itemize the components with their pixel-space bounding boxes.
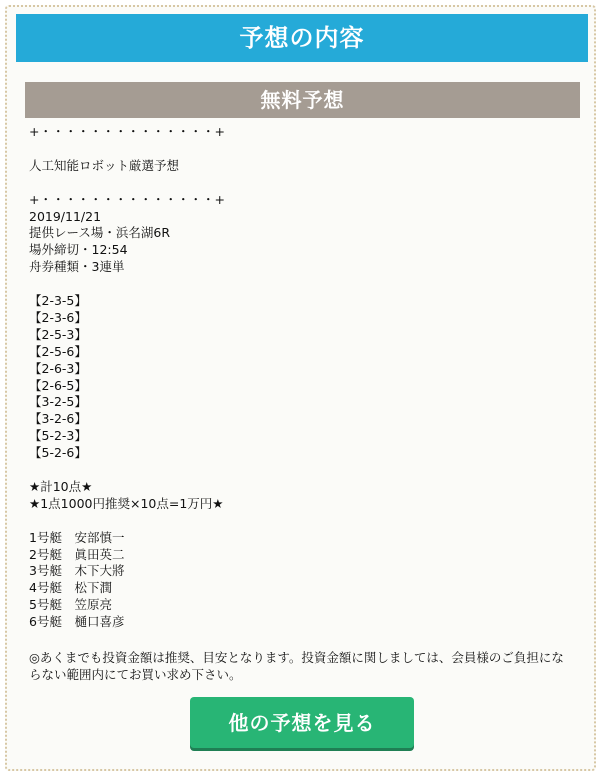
section-title: 無料予想 xyxy=(260,88,345,112)
blank-line xyxy=(29,276,574,293)
prediction-content xyxy=(29,124,574,683)
divider-middle: +・・・・・・・・・・・・・・+ xyxy=(29,191,225,207)
race-date: 2019/11/21 xyxy=(29,208,102,224)
more-predictions-label: 他の予想を見る xyxy=(228,710,376,735)
boat-racer-item: 5号艇 笠原亮 xyxy=(29,597,112,613)
ticket-type: 舟券種類・3連単 xyxy=(29,259,125,275)
more-predictions-button[interactable] xyxy=(190,697,414,748)
investment-note: ◎あくまでも投資金額は推奨、目安となります。投資金額に関しましては、会員様のご負担にならない範囲内にてお買い求め下さい。 xyxy=(29,650,564,682)
boat-racer-item: 4号艇 松下潤 xyxy=(29,580,112,596)
combination-item: 【2-5-3】 xyxy=(29,326,87,342)
combination-item: 【5-2-3】 xyxy=(29,428,87,444)
combination-item: 【2-3-6】 xyxy=(29,309,87,325)
combination-item: 【3-2-6】 xyxy=(29,411,87,427)
race-venue: 提供レース場・浜名湖6R xyxy=(29,225,171,241)
deadline-time: 場外締切・12:54 xyxy=(29,242,128,258)
page-title: 予想の内容 xyxy=(239,24,365,52)
combination-item: 【2-6-5】 xyxy=(29,377,87,393)
combination-item: 【5-2-6】 xyxy=(29,445,87,461)
boat-racer-item: 3号艇 木下大將 xyxy=(29,563,125,579)
blank-line xyxy=(29,141,574,158)
blank-line xyxy=(29,175,574,192)
combination-item: 【2-3-5】 xyxy=(29,293,87,309)
boat-racer-item: 1号艇 安部慎一 xyxy=(29,529,125,545)
stake-recommendation: ★1点1000円推奨×10点=1万円★ xyxy=(29,495,224,511)
boat-racer-item: 6号艇 樋口喜彦 xyxy=(29,614,125,630)
total-points: ★計10点★ xyxy=(29,478,93,494)
combination-item: 【2-5-6】 xyxy=(29,343,87,359)
prediction-heading: 人工知能ロボット厳選予想 xyxy=(29,157,180,173)
blank-line xyxy=(29,631,574,648)
combination-item: 【3-2-5】 xyxy=(29,394,87,410)
blank-line xyxy=(29,462,574,479)
blank-line xyxy=(29,513,574,530)
section-header xyxy=(25,82,580,118)
page-header xyxy=(16,14,588,62)
boat-racer-item: 2号艇 眞田英二 xyxy=(29,546,125,562)
combination-item: 【2-6-3】 xyxy=(29,360,87,376)
divider-top: +・・・・・・・・・・・・・・+ xyxy=(29,124,225,139)
